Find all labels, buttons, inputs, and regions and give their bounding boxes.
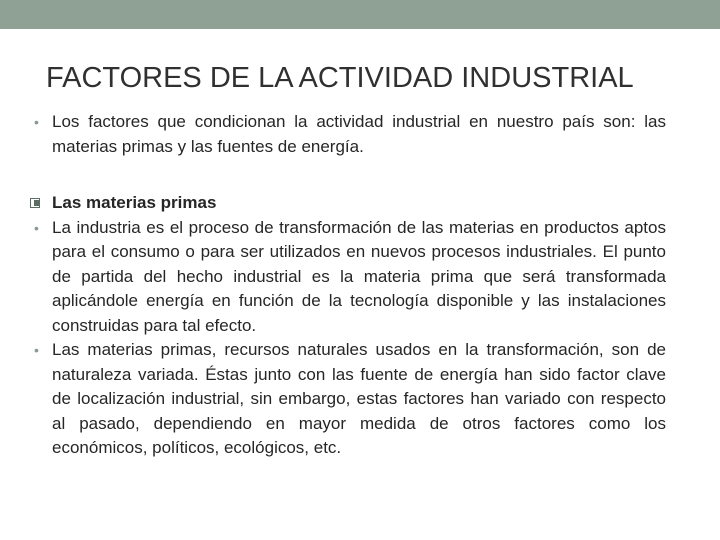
top-accent-bar [0, 0, 720, 29]
paragraph-bullet-item [34, 338, 666, 461]
paragraph-bullet-item [34, 216, 666, 339]
slide-title: FACTORES DE LA ACTIVIDAD INDUSTRIAL [46, 62, 634, 94]
intro-bullet-item [34, 110, 666, 159]
slide-content [34, 110, 666, 461]
paragraph-text: La industria es el proceso de transformación de las materias en productos aptos para el consumo o para ser utilizados en nuevos procesos industriales. El punto de partida del hecho industrial es la materia prima que será transformada aplicándole energía en función de la tecnología disponible y las instalaciones construidas para tal efecto. [52, 217, 666, 335]
intro-text: Los factores que condicionan la actividad industrial en nuestro país son: las materias primas y las fuentes de energía. [52, 112, 666, 156]
checkbox-square-icon [30, 198, 40, 208]
section-heading: Las materias primas [52, 193, 217, 212]
bullet-icon: • [34, 342, 39, 358]
paragraph-text: Las materias primas, recursos naturales usados en la transformación, son de naturaleza variada. Éstas junto con las fuente de energía han sido factor clave de localización industrial, sin embargo, estas factores han variado con respecto al pasado, dependiendo en mayor medida de otros factores como los económicos, políticos, ecológicos, etc. [52, 340, 666, 457]
bullet-icon: • [34, 219, 39, 236]
section-heading-item [32, 191, 666, 216]
bullet-icon: • [34, 114, 39, 130]
